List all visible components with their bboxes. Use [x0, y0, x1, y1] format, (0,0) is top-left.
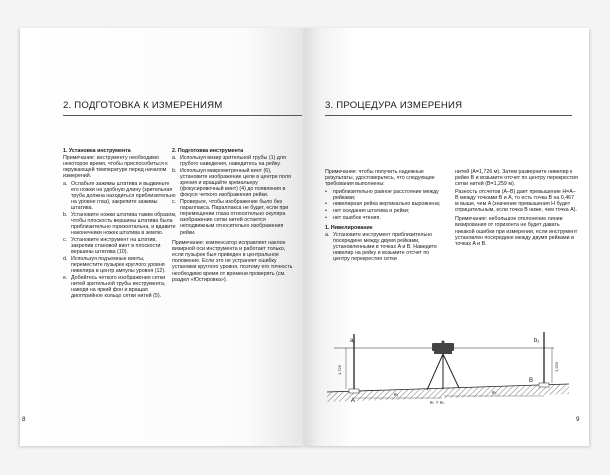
list-item-text: нет оседания штатива и рейки; [333, 208, 410, 215]
list-item-text: Добейтесь четкого изображения сетки нитей зрительной трубы инструмента, наводя на яркий фон и вращая диоптрийное кольцо сетки нитей (5). [71, 274, 166, 300]
leveling-diagram-svg [324, 326, 576, 404]
bullet-marker: • [325, 201, 327, 208]
level-bubble-icon [442, 341, 445, 344]
list-marker: c. [172, 198, 177, 205]
list-item [63, 212, 177, 237]
list-item-text: Используя визир зрительной трубы (1) для грубого наведения, наведитесь на рейку. [180, 154, 286, 167]
tribrach [434, 351, 452, 354]
column-requirements-leveling [325, 169, 447, 264]
list-item-text: Используя подъемные винты, переместите пузырек круглого уровня нивелира в центр ампулы уровня (12). [71, 255, 166, 275]
list-item-text: Установите инструмент на штатив, закрепив становой винт в плоскости вершины штатива (10). [71, 236, 161, 256]
list-item [325, 208, 447, 214]
note-text: Примечание: компенсатор исправляет наклон визирной оси инструмента и работает только, если пузырек был приведен в центральное положение. Если это не устраняет ошибку установки круглого уровня, поэтому его точность необходимо время от времени проверять (см. раздел «Юстировка»). [172, 239, 293, 283]
distance-label-a: e₁ [394, 392, 399, 398]
marker-b [539, 383, 549, 387]
list-item-text: нивелирная рейка вертикально выровнена; [333, 201, 441, 208]
continuation-text: нитей (A=1,726 м). Затем разверните нивелир к рейке B и возьмите отсчет по центру перекрестия сетки нитей (B=1,259 м). [455, 169, 578, 188]
leveling-steps-list [325, 232, 447, 263]
list-marker: b. [63, 211, 68, 218]
list-item [63, 275, 177, 300]
list-marker: a. [63, 180, 68, 187]
ground-hatch [327, 384, 569, 402]
value-b: 1,259 [554, 361, 559, 372]
tripod-leg [443, 354, 459, 388]
point-a-label: A [351, 398, 356, 404]
section-rule [63, 115, 302, 116]
list-item [172, 168, 297, 199]
distance-label-b: e₂ [492, 390, 497, 396]
list-marker: d. [63, 255, 68, 262]
list-item [325, 232, 447, 263]
list-item [172, 199, 297, 236]
list-item-text: Проверьте, чтобы изображение было без параллакса. Параллакса не будет, если при перемещении глаза относительно окуляра изображение сетки нитей остается неподвижным относительно изображения рейки. [180, 198, 289, 236]
section-rule [325, 115, 572, 116]
leveling-diagram [324, 326, 576, 404]
tripod-leg [427, 354, 443, 390]
list-item-text: Используя микрометренный винт (6), установите изображение цели в центре поля зрения и вращайте кремальеру (фокусировочный винт) (4) до появления в фокусе четкого изображения рейки. [180, 167, 291, 199]
difference-text: Разность отсчетов (A–B) дает превышение H=A–B между точками B и A, то есть точка B на 0,467 м выше, чем A (значение превышения H будет отрицательным, если точка B ниже, чем точка A). [455, 188, 577, 214]
subsection-heading: 2. Подготовка инструмента [172, 148, 244, 154]
list-item-text: Установите ножки штатива таким образом, чтобы плоскость вершины штатива была приблизительно горизонтальна, и вдавите наконечники ножек штатива в землю. [71, 211, 177, 237]
list-marker: b. [172, 167, 177, 174]
point-b-label: B [529, 378, 534, 384]
note-text: Примечание: небольшое отклонение линии визирования от горизонта не будет давать никакой ошибки при измерении, если инструмент установлен посередине между двумя рейками в точках A и B. [455, 216, 578, 247]
list-item [325, 201, 447, 207]
page-number: 8 [22, 416, 26, 423]
value-a: 1,726 [337, 364, 342, 375]
column-instrument-setup [63, 148, 177, 301]
equation-label: e₁ ≈ e₂ [430, 400, 445, 404]
list-item [325, 215, 447, 221]
level-instrument [432, 343, 454, 351]
requirements-list [325, 189, 447, 221]
intro-text: Примечание: чтобы получить надежные результаты, удостоверьтесь, что следующие требования выполнены: [325, 169, 435, 188]
list-marker: a. [325, 231, 330, 238]
column-instrument-preparation [172, 148, 297, 284]
bullet-marker: • [325, 214, 327, 221]
left-page [20, 28, 304, 446]
bullet-marker: • [325, 208, 327, 215]
label-a1: a₁ [350, 338, 356, 344]
list-item-text: Установите инструмент приблизительно посередине между двумя рейками, установленными в точках A и B. Наведите нивелир на рейку и возьмите отсчет по центру перекрестия сетки [333, 231, 437, 263]
list-item-text: Ослабьте зажимы штатива и выдвиньте его ножки на удобную длину (зрительная труба должна находиться приблизительно на уровне глаз), закрепите зажимы штатива. [71, 180, 176, 212]
list-item [325, 189, 447, 201]
list-marker: a. [172, 154, 177, 161]
right-page [304, 28, 589, 446]
setup-steps-list [63, 181, 177, 300]
list-item [63, 181, 177, 212]
list-item-text: приблизительно равное расстояние между рейками; [333, 188, 439, 201]
list-item [63, 256, 177, 274]
list-item [63, 237, 177, 255]
list-marker: e. [63, 274, 68, 281]
note-text: Примечание: инструменту необходимо некоторое время, чтобы приспособиться к окружающей температуре перед началом измерений. [63, 154, 168, 180]
column-leveling-continued [455, 169, 578, 248]
label-b1: b₁ [534, 338, 540, 344]
marker-a [349, 389, 359, 393]
subsection-heading: 1. Установка инструмента [63, 148, 131, 154]
list-marker: c. [63, 236, 68, 243]
bullet-marker: • [325, 188, 327, 195]
section-title-preparation: 2. ПОДГОТОВКА К ИЗМЕРЕНИЯМ [63, 100, 223, 111]
subsection-heading: 1. Нивелирование [325, 224, 373, 231]
section-title-procedure: 3. ПРОЦЕДУРА ИЗМЕРЕНИЯ [325, 100, 463, 111]
page-number: 9 [576, 416, 580, 423]
preparation-steps-list [172, 155, 297, 236]
list-item-text: нет ошибок чтения. [333, 214, 381, 221]
list-item [172, 155, 297, 167]
